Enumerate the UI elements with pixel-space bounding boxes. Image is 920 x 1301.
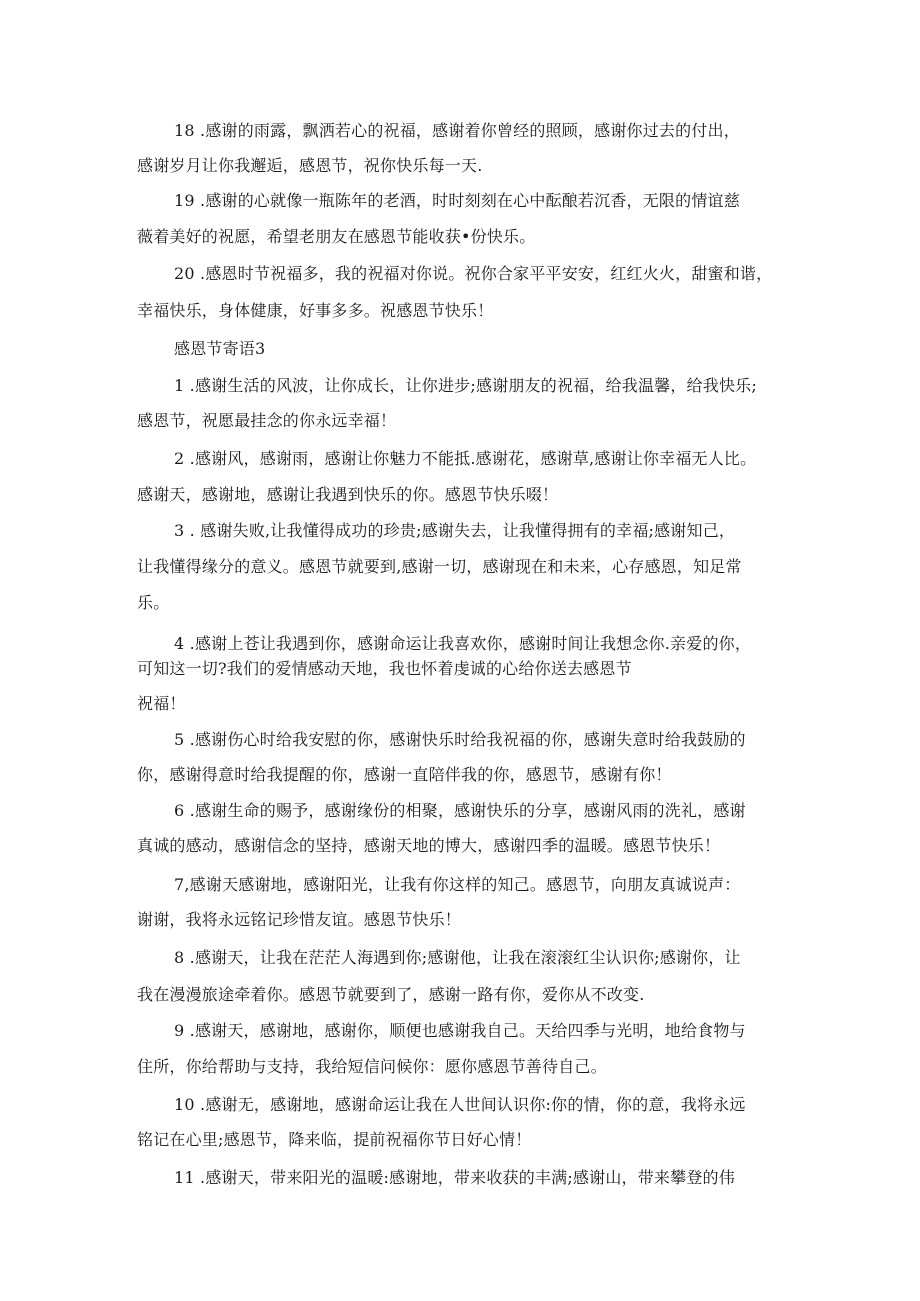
paragraph-7-line-2: 谢谢，我将永远铭记珍惜友谊。感恩节快乐！ [137, 910, 462, 929]
paragraph-20-line-2: 幸福快乐，身体健康，好事多多。祝感恩节快乐！ [137, 301, 494, 320]
paragraph-18-line-2: 感谢岁月让你我邂逅，感恩节，祝你快乐每一天. [137, 156, 483, 175]
paragraph-5-line-2: 你，感谢得意时给我提醒的你，感谢一直陪伴我的你，感恩节，感谢有你！ [137, 765, 672, 784]
paragraph-19-line-2: 薇着美好的祝愿，希望老朋友在感恩节能收获•份快乐。 [137, 227, 536, 246]
paragraph-11-line-1: 11 .感谢天，带来阳光的温暖:感谢地，带来收获的丰满;感谢山，带来攀登的伟 [174, 1168, 735, 1187]
paragraph-1-line-2: 感恩节，祝愿最挂念的你永远幸福！ [137, 411, 397, 430]
paragraph-9-line-2: 住所，你给帮助与支持，我给短信问候你：愿你感恩节善待自己。 [137, 1057, 607, 1076]
section-heading: 感恩节寄语3 [174, 339, 266, 358]
paragraph-19-line-1: 19 .感谢的心就像一瓶陈年的老酒，时时刻刻在心中酝酿若沉香，无限的情谊慈 [174, 191, 740, 210]
paragraph-4-line-1: 4 .感谢上苍让我遇到你，感谢命运让我喜欢你，感谢时间让我想念你.亲爱的你， [174, 634, 752, 653]
paragraph-7-line-1: 7,感谢天感谢地，感谢阳光，让我有你这样的知己。感恩节，向朋友真诚说声： [174, 875, 741, 894]
paragraph-10-line-1: 10 .感谢无，感谢地，感谢命运让我在人世间认识你:你的情，你的意，我将永远 [174, 1095, 746, 1114]
paragraph-1-line-1: 1 .感谢生活的风波，让你成长，让你进步;感谢朋友的祝福，给我温馨，给我快乐; [174, 376, 757, 395]
paragraph-2-line-2: 感谢天，感谢地，感谢让我遇到快乐的你。感恩节快乐啜！ [137, 485, 559, 504]
paragraph-4-line-2: 可知这一切?我们的爱情感动天地，我也怀着虔诚的心给你送去感恩节 [137, 659, 632, 678]
paragraph-9-line-1: 9 .感谢天，感谢地，感谢你，顺便也感谢我自己。天给四季与光明，地给食物与 [174, 1021, 746, 1040]
paragraph-3-line-2: 让我懂得缘分的意义。感恩节就要到,感谢一切，感谢现在和未来，心存感恩，知足常 [137, 557, 742, 576]
paragraph-10-line-2: 铭记在心里;感恩节，降来临，提前祝福你节日好心情！ [137, 1130, 532, 1149]
paragraph-6-line-2: 真诚的感动，感谢信念的坚持，感谢天地的博大，感谢四季的温暖。感恩节快乐！ [137, 836, 721, 855]
paragraph-18-line-1: 18 .感谢的雨露，飘洒若心的祝福，感谢着你曾经的照顾，感谢你过去的付出， [174, 121, 740, 140]
paragraph-5-line-1: 5 .感谢伤心时给我安慰的你，感谢快乐时给我祝福的你，感谢失意时给我鼓励的 [174, 730, 746, 749]
paragraph-20-line-1: 20 .感恩时节祝福多，我的祝福对你说。祝你合家平平安安，红红火火，甜蜜和谐， [174, 264, 773, 283]
paragraph-8-line-2: 我在漫漫旅途牵着你。感恩节就要到了，感谢一路有你，爱你从不改变. [137, 985, 645, 1004]
paragraph-4-line-3: 祝福！ [137, 694, 186, 713]
paragraph-8-line-1: 8 .感谢天，让我在茫茫人海遇到你;感谢他，让我在滚滚红尘认识你;感谢你，让 [174, 948, 741, 967]
paragraph-6-line-1: 6 .感谢生命的赐予，感谢缘份的相聚，感谢快乐的分享，感谢风雨的洗礼，感谢 [174, 801, 746, 820]
paragraph-3-line-1: 3 . 感谢失败,让我懂得成功的珍贵;感谢失去，让我懂得拥有的幸福;感谢知己， [174, 521, 736, 540]
paragraph-3-line-3: 乐。 [137, 593, 170, 612]
paragraph-2-line-1: 2 .感谢风，感谢雨，感谢让你魅力不能抵.感谢花，感谢草,感谢让你幸福无人比。 [174, 449, 757, 468]
